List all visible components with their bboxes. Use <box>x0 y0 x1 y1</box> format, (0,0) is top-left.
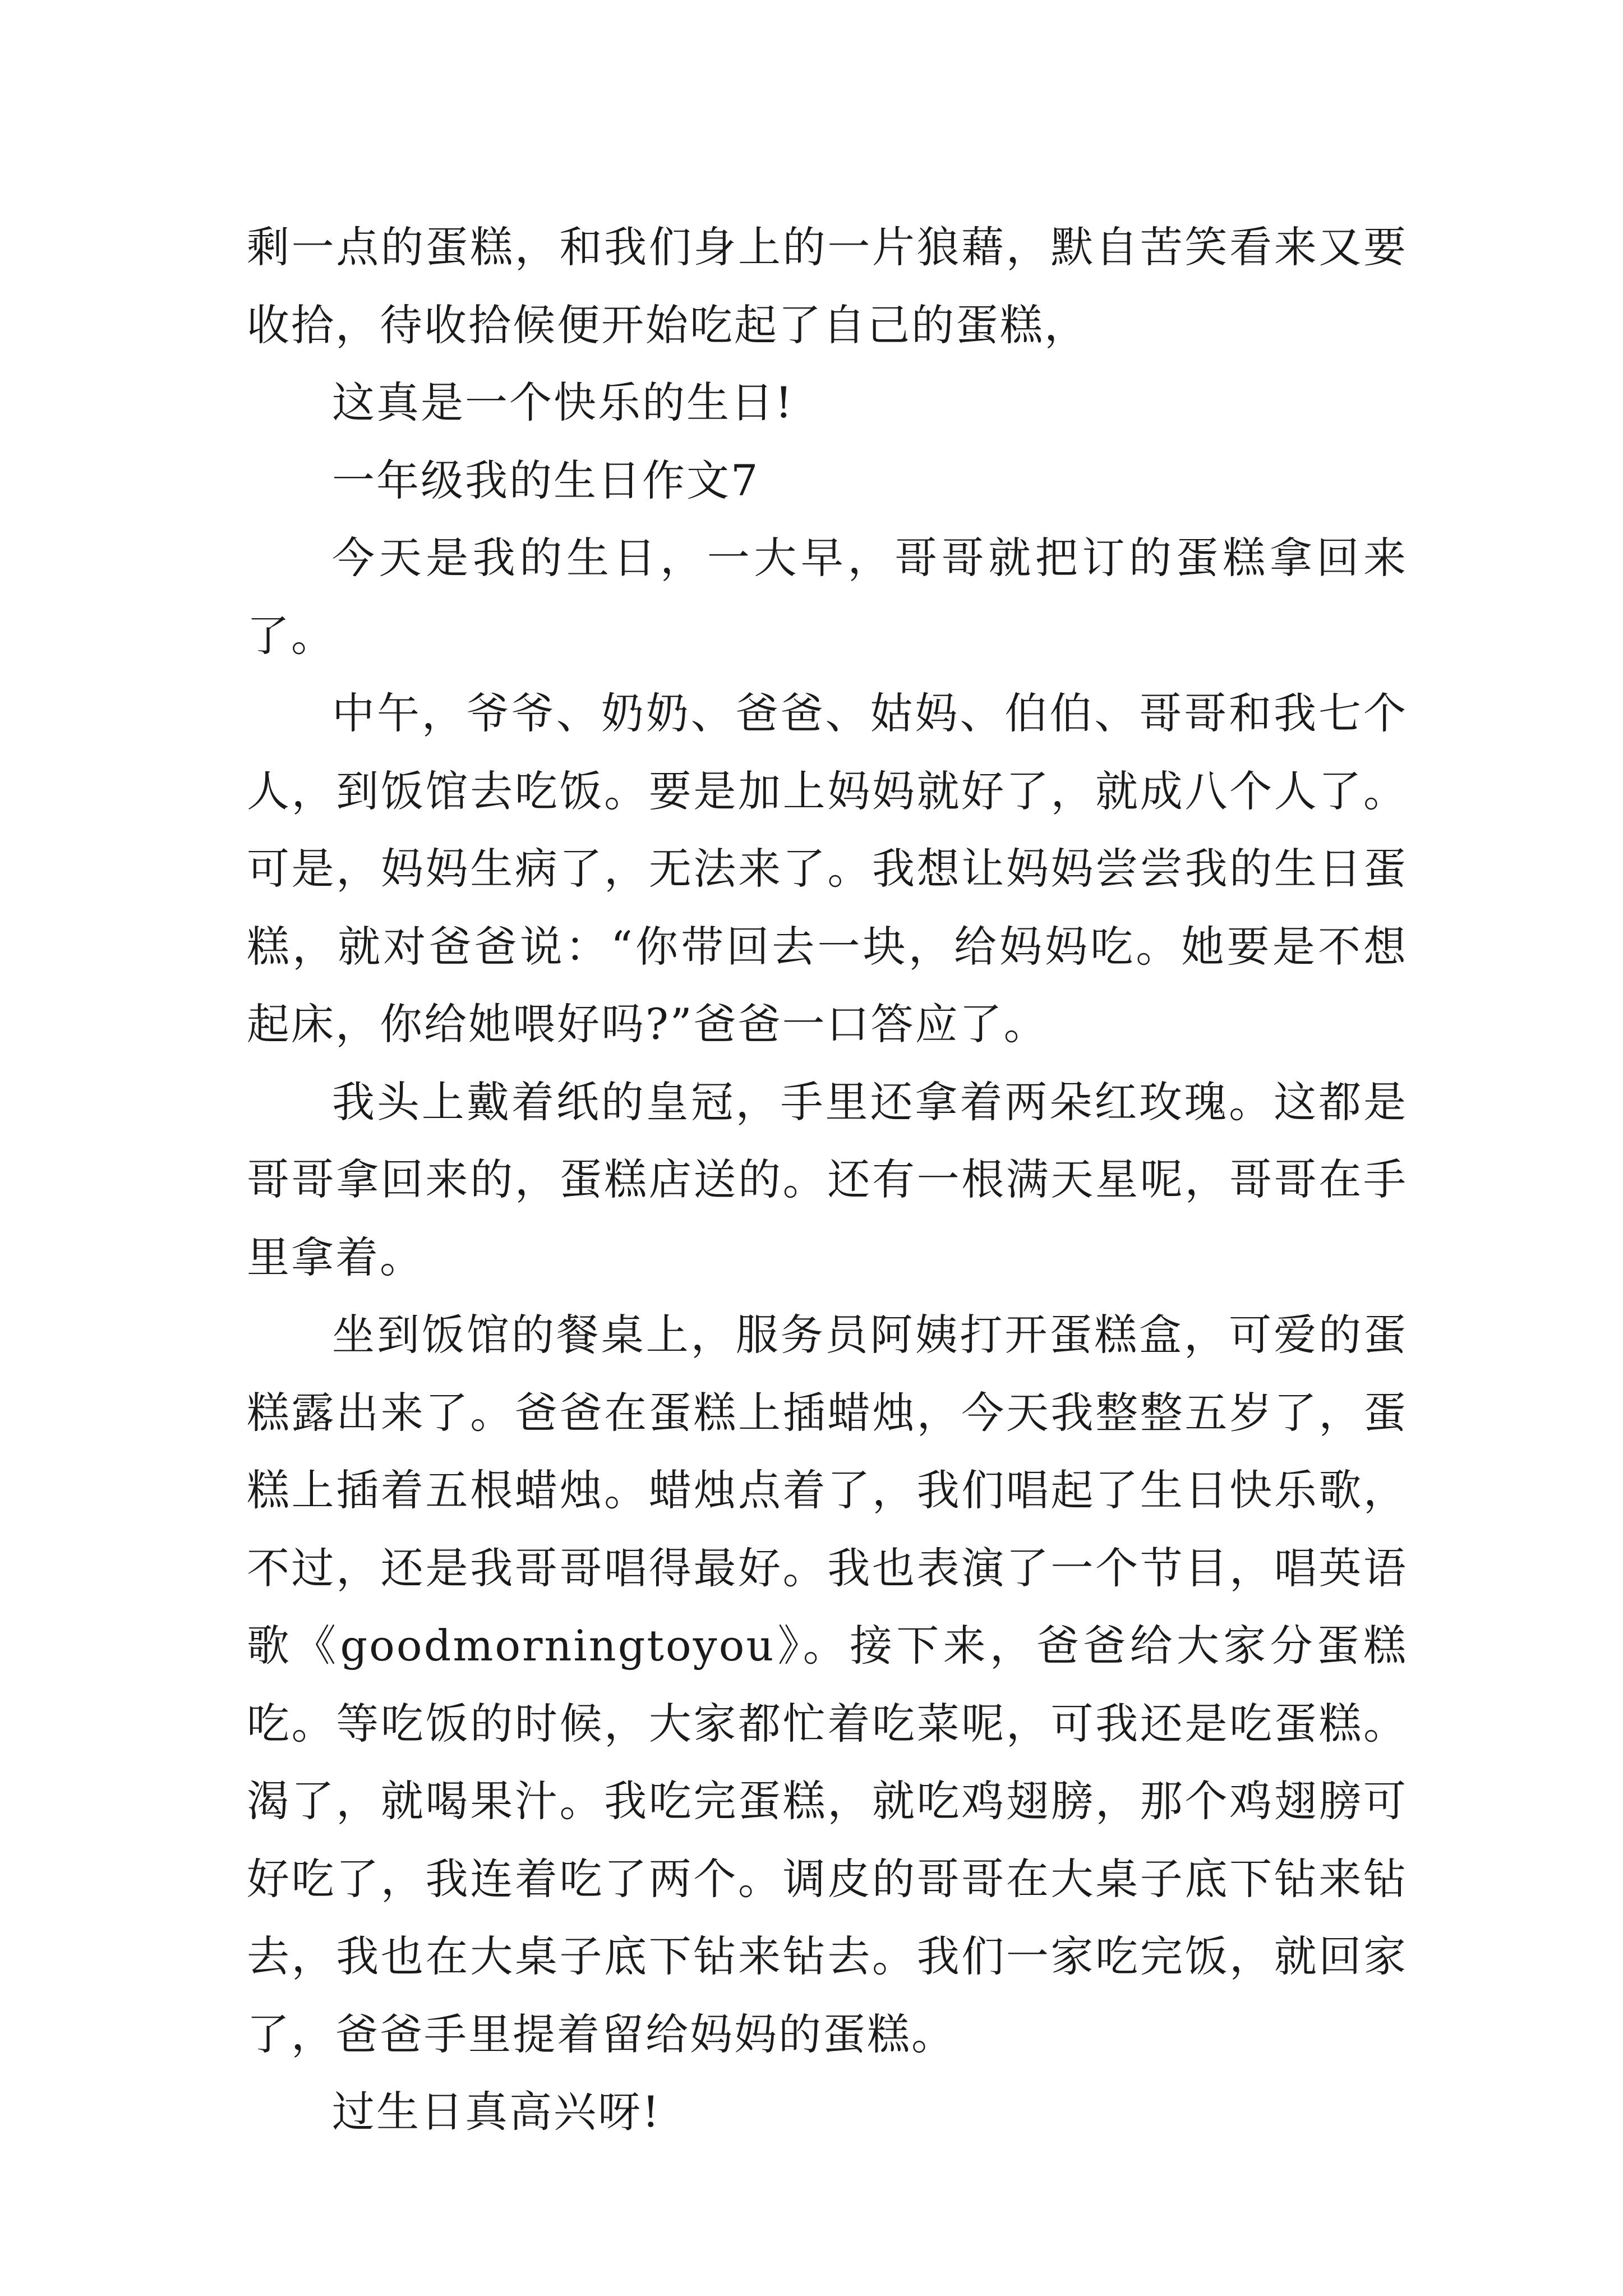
paragraph: 剩一点的蛋糕，和我们身上的一片狼藉，默自苦笑看来又要收拾，待收拾候便开始吃起了自己的蛋糕， <box>247 222 1408 350</box>
paragraph: 这真是一个快乐的生日! <box>332 378 794 427</box>
paragraph: 坐到饭馆的餐桌上，服务员阿姨打开蛋糕盒，可爱的蛋糕露出来了。爸爸在蛋糕上插蜡烛，今天我整整五岁了，蛋糕上插着五根蜡烛。蜡烛点着了，我们唱起了生日快乐歌，不过，还是我哥哥唱得最好。我也表演了一个节目，唱英语歌《goodmorningtoyou》。接下来，爸爸给大家分蛋糕吃。等吃饭的时候，大家都忙着吃菜呢，可我还是吃蛋糕。渴了，就喝果汁。我吃完蛋糕，就吃鸡翅膀，那个鸡翅膀可好吃了，我连着吃了两个。调皮的哥哥在大桌子底下钻来钻去，我也在大桌子底下钻来钻去。我们一家吃完饭，就回家了，爸爸手里提着留给妈妈的蛋糕。 <box>247 1310 1408 2059</box>
paragraph: 今天是我的生日，一大早，哥哥就把订的蛋糕拿回来了。 <box>247 533 1408 661</box>
paragraph: 过生日真高兴呀! <box>332 2087 661 2137</box>
paragraph: 中午，爷爷、奶奶、爸爸、姑妈、伯伯、哥哥和我七个人，到饭馆去吃饭。要是加上妈妈就好了，就成八个人了。可是，妈妈生病了，无法来了。我想让妈妈尝尝我的生日蛋糕，就对爸爸说：“你带回去一块，给妈妈吃。她要是不想起床，你给她喂好吗?”爸爸一口答应了。 <box>247 688 1408 1049</box>
section-heading: 一年级我的生日作文7 <box>332 455 760 505</box>
essay-body <box>247 209 1408 2151</box>
paragraph: 我头上戴着纸的皇冠，手里还拿着两朵红玫瑰。这都是哥哥拿回来的，蛋糕店送的。还有一根满天星呢，哥哥在手里拿着。 <box>247 1076 1408 1282</box>
